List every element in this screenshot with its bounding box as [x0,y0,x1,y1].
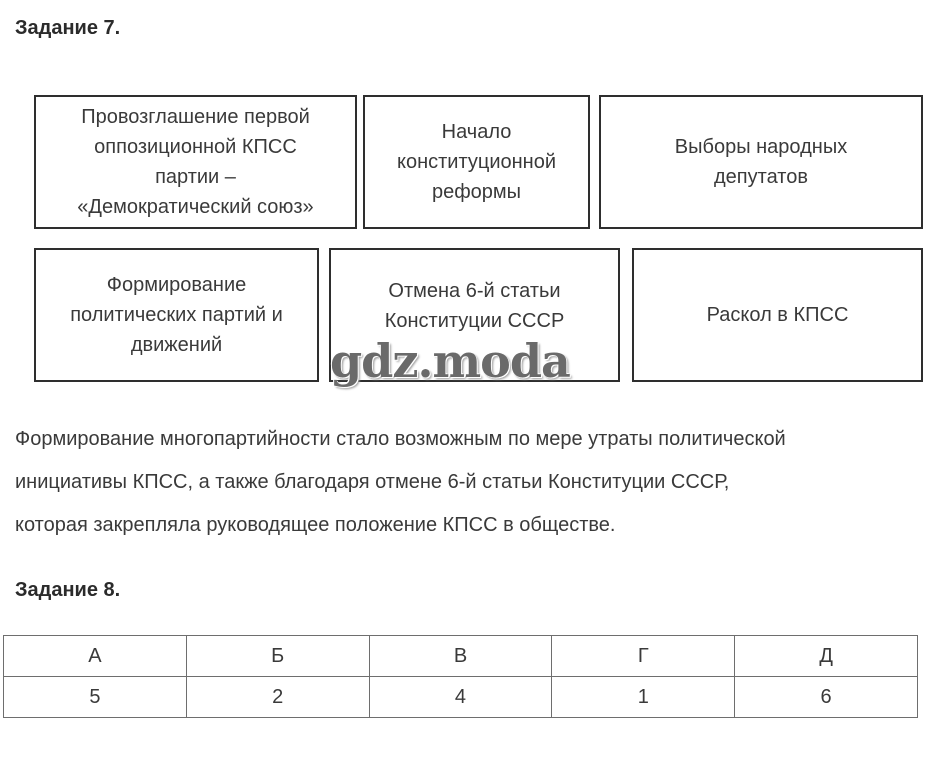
task-7-answer-paragraph [15,418,920,547]
answer-table [3,635,918,718]
event-box: Раскол в КПСС [632,248,923,382]
task-8-heading: Задание 8. [15,579,121,601]
table-header-cell: Б [186,636,369,677]
table-cell: 6 [735,677,918,718]
table-header-cell: Д [735,636,918,677]
table-cell: 5 [4,677,187,718]
paragraph-line: инициативы КПСС, а также благодаря отмене 6-й статьи Конституции СССР, [15,471,730,493]
table-header-row [4,636,918,677]
table-cell: 2 [186,677,369,718]
event-box: Выборы народных депутатов [599,95,923,229]
table-row [4,677,918,718]
table-header-cell: Г [552,636,735,677]
event-box: Провозглашение первой оппозиционной КПСС партии – «Демократический союз» [34,95,357,229]
table-cell: 4 [369,677,552,718]
event-box: Отмена 6-й статьи Конституции СССР [329,248,620,382]
event-box: Начало конституционной реформы [363,95,590,229]
event-box: Формирование политических партий и движений [34,248,319,382]
paragraph-line: которая закрепляла руководящее положение КПСС в обществе. [15,514,616,536]
task-7-heading: Задание 7. [15,17,121,39]
paragraph-line: Формирование многопартийности стало возможным по мере утраты политической [15,428,786,450]
table-header-cell: В [369,636,552,677]
table-header-cell: А [4,636,187,677]
watermark-logo: gdz.moda [330,334,570,388]
table-cell: 1 [552,677,735,718]
